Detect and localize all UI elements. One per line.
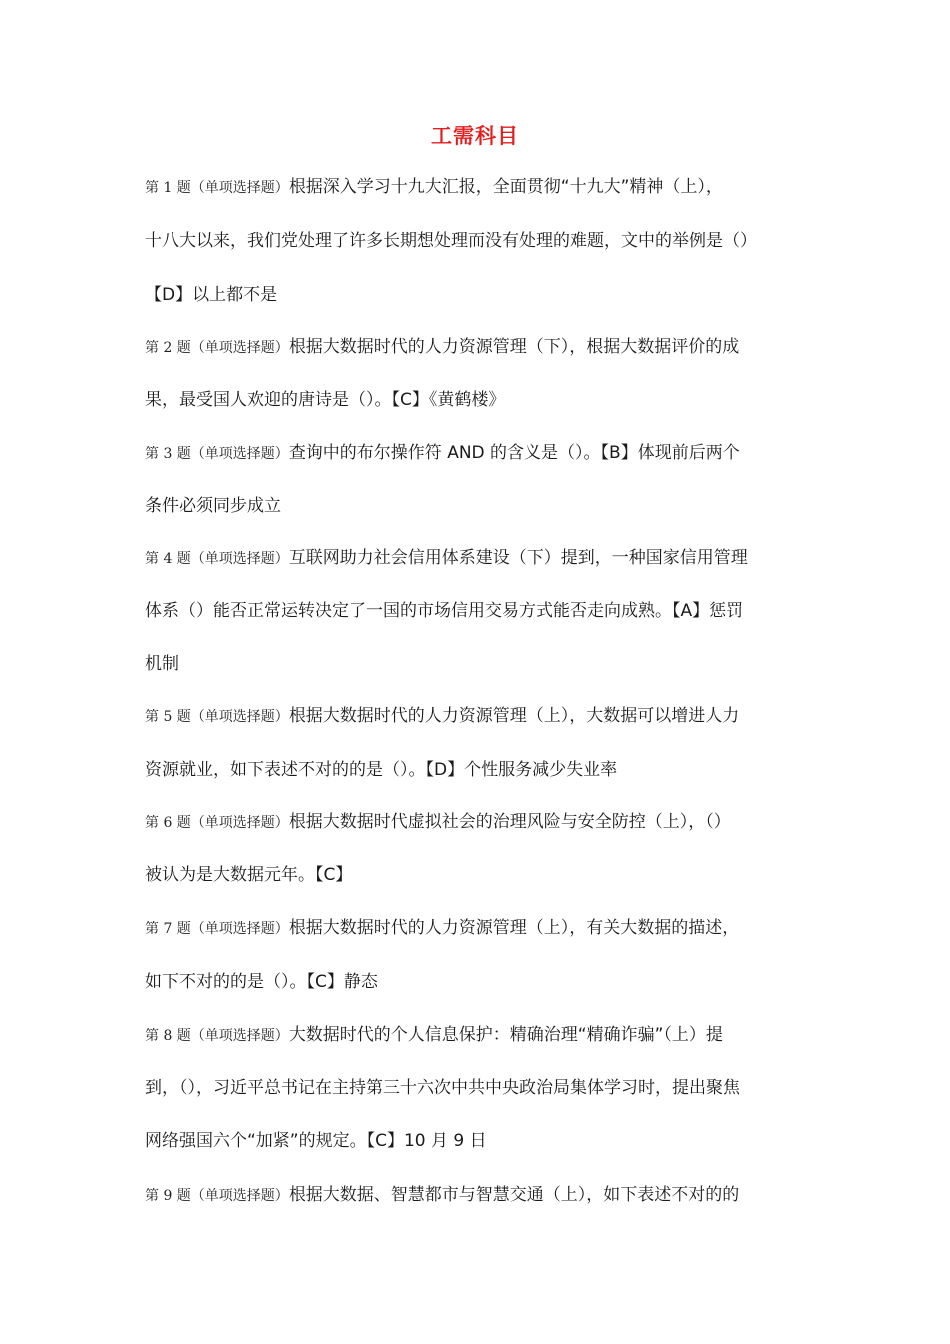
- text-line: [145, 332, 815, 362]
- question-label: 第 2 题（单项选择题）: [145, 340, 289, 356]
- question-text: 根据大数据时代虚拟社会的治理风险与安全防控（上），（）: [288, 812, 731, 832]
- question-text: 查询中的布尔操作符 AND 的含义是（）。【B】体现前后两个: [288, 443, 740, 463]
- answer-text: 【D】以上都不是: [145, 285, 278, 305]
- question-text: 十八大以来，我们党处理了许多长期想处理而没有处理的难题，文中的举例是（）: [145, 231, 757, 251]
- text-line: [145, 860, 815, 890]
- text-line: [145, 701, 815, 731]
- question-text: 根据深入学习十九大汇报，全面贯彻“十九大”精神（上），: [288, 177, 723, 197]
- question-text: 根据大数据时代的人力资源管理（上），有关大数据的描述，: [288, 918, 740, 938]
- text-line: [145, 649, 815, 679]
- text-line: [145, 226, 815, 256]
- question-text: 根据大数据时代的人力资源管理（下），根据大数据评价的成: [288, 337, 740, 357]
- question-text: 根据大数据时代的人力资源管理（上），大数据可以增进人力: [288, 706, 740, 726]
- question-label: 第 8 题（单项选择题）: [145, 1028, 289, 1044]
- question-text: 资源就业，如下表述不对的的是（）。【D】个性服务减少失业率: [145, 760, 618, 780]
- question-text: 根据大数据、智慧都市与智慧交通（上），如下表述不对的的: [288, 1185, 740, 1205]
- answer-text: 机制: [145, 654, 179, 674]
- document-title: 工需科目: [431, 124, 519, 148]
- text-line: [145, 543, 815, 573]
- text-line: [145, 280, 815, 310]
- text-line: [145, 1180, 815, 1210]
- question-label: 第 4 题（单项选择题）: [145, 551, 289, 567]
- question-text: 网络强国六个“加紧”的规定。【C】10 月 9 日: [145, 1131, 487, 1151]
- text-line: [145, 755, 815, 785]
- question-label: 第 3 题（单项选择题）: [145, 446, 289, 462]
- text-line: [145, 1126, 815, 1156]
- text-line: [145, 596, 815, 626]
- question-text: 被认为是大数据元年。【C】: [145, 865, 353, 885]
- text-line: [145, 491, 815, 521]
- question-text: 果，最受国人欢迎的唐诗是（）。【C】《黄鹤楼》: [145, 390, 506, 410]
- question-text: 大数据时代的个人信息保护：精确治理“精确诈骗”（上）提: [288, 1025, 723, 1045]
- question-text: 到，（），习近平总书记在主持第三十六次中共中央政治局集体学习时，提出聚焦: [145, 1078, 740, 1098]
- question-text: 如下不对的的是（）。【C】静态: [145, 972, 378, 992]
- text-line: [145, 172, 815, 202]
- text-line: [145, 1020, 815, 1050]
- text-line: [145, 967, 815, 997]
- question-label: 第 6 题（单项选择题）: [145, 815, 289, 831]
- text-line: [145, 807, 815, 837]
- question-label: 第 9 题（单项选择题）: [145, 1188, 289, 1204]
- answer-text: 条件必须同步成立: [145, 496, 281, 516]
- question-text: 互联网助力社会信用体系建设（下）提到，一种国家信用管理: [288, 548, 748, 568]
- text-line: [145, 913, 815, 943]
- question-label: 第 1 题（单项选择题）: [145, 180, 289, 196]
- question-text: 体系（）能否正常运转决定了一国的市场信用交易方式能否走向成熟。【A】惩罚: [145, 601, 744, 621]
- text-line: [145, 385, 815, 415]
- question-label: 第 7 题（单项选择题）: [145, 921, 289, 937]
- question-label: 第 5 题（单项选择题）: [145, 709, 289, 725]
- text-line: [145, 438, 815, 468]
- text-line: [145, 1073, 815, 1103]
